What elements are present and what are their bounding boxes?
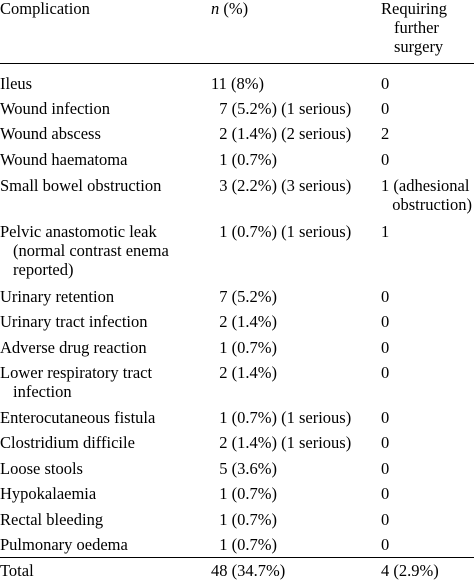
n-percent-cell: 1 (0.7%) bbox=[211, 150, 277, 169]
n-percent-cell: 2 (1.4%) (2 serious) bbox=[211, 124, 352, 143]
further-surgery-cell: 0 bbox=[381, 484, 390, 503]
further-surgery-cell: 2 bbox=[381, 124, 390, 143]
complication-cell: Enterocutaneous fistula bbox=[0, 408, 156, 427]
header-percent: (%) bbox=[219, 0, 249, 18]
complication-cell: Clostridium difficile bbox=[0, 433, 135, 452]
n-percent-cell: 2 (1.4%) bbox=[211, 312, 277, 331]
header-further-line: surgery bbox=[394, 37, 444, 56]
further-surgery-cell: 0 bbox=[381, 459, 390, 478]
complication-cell bbox=[0, 363, 205, 401]
further-surgery-line: obstruction) bbox=[392, 195, 472, 214]
complication-cell: Small bowel obstruction bbox=[0, 176, 162, 195]
complication-cell: Wound abscess bbox=[0, 124, 101, 143]
header-further-line: further bbox=[394, 18, 439, 37]
header-n: n bbox=[211, 0, 220, 18]
further-surgery-cell: 0 bbox=[381, 535, 390, 554]
further-surgery-cell: 1 bbox=[381, 222, 390, 241]
complication-line: Pelvic anastomotic leak bbox=[0, 222, 157, 241]
n-percent-cell: 1 (0.7%) bbox=[211, 484, 277, 503]
n-percent-cell: 2 (1.4%) (1 serious) bbox=[211, 433, 352, 452]
complication-cell: Adverse drug reaction bbox=[0, 338, 147, 357]
n-percent-cell: 1 (0.7%) bbox=[211, 510, 277, 529]
further-surgery-cell: 0 bbox=[381, 408, 390, 427]
further-surgery-cell: 0 bbox=[381, 150, 390, 169]
complication-line: Lower respiratory tract bbox=[0, 363, 153, 382]
further-surgery-cell: 0 bbox=[381, 510, 390, 529]
complication-cell bbox=[0, 222, 205, 279]
header-further-surgery bbox=[381, 0, 474, 56]
n-percent-cell: 3 (2.2%) (3 serious) bbox=[211, 176, 352, 195]
n-percent-cell: 1 (0.7%) bbox=[211, 535, 277, 554]
complication-line: infection bbox=[13, 382, 72, 401]
n-percent-cell: 5 (3.6%) bbox=[211, 459, 277, 478]
further-surgery-cell: 4 (2.9%) bbox=[381, 561, 439, 580]
n-percent-cell: 48 (34.7%) bbox=[211, 561, 286, 580]
further-surgery-line: 1 (adhesional bbox=[381, 176, 470, 195]
header-complication: Complication bbox=[0, 0, 90, 18]
complication-cell: Wound infection bbox=[0, 99, 111, 118]
further-surgery-cell: 0 bbox=[381, 338, 390, 357]
complication-cell: Urinary tract infection bbox=[0, 312, 148, 331]
header-rule bbox=[0, 63, 474, 64]
further-surgery-cell: 0 bbox=[381, 99, 390, 118]
further-surgery-cell: 0 bbox=[381, 74, 390, 93]
complication-cell: Total bbox=[0, 561, 34, 580]
n-percent-cell: 1 (0.7%) (1 serious) bbox=[211, 408, 352, 427]
complication-cell: Wound haematoma bbox=[0, 150, 128, 169]
further-surgery-cell: 0 bbox=[381, 287, 390, 306]
complication-cell: Hypokalaemia bbox=[0, 484, 97, 503]
complication-cell: Loose stools bbox=[0, 459, 83, 478]
further-surgery-cell bbox=[381, 176, 474, 214]
n-percent-cell: 7 (5.2%) bbox=[211, 287, 277, 306]
n-percent-cell: 1 (0.7%) bbox=[211, 338, 277, 357]
header-further-line: Requiring bbox=[381, 0, 447, 18]
total-rule bbox=[0, 557, 474, 558]
complication-cell: Pulmonary oedema bbox=[0, 535, 128, 554]
header-n-percent bbox=[211, 0, 381, 18]
n-percent-cell: 2 (1.4%) bbox=[211, 363, 277, 382]
further-surgery-cell: 0 bbox=[381, 433, 390, 452]
complication-cell: Ileus bbox=[0, 74, 33, 93]
complication-line: reported) bbox=[13, 260, 74, 279]
further-surgery-cell: 0 bbox=[381, 312, 390, 331]
complication-line: (normal contrast enema bbox=[13, 241, 169, 260]
complication-cell: Rectal bleeding bbox=[0, 510, 104, 529]
further-surgery-cell: 0 bbox=[381, 363, 390, 382]
complication-cell: Urinary retention bbox=[0, 287, 115, 306]
n-percent-cell: 1 (0.7%) (1 serious) bbox=[211, 222, 352, 241]
n-percent-cell: 7 (5.2%) (1 serious) bbox=[211, 99, 352, 118]
n-percent-cell: 11 (8%) bbox=[211, 74, 264, 93]
